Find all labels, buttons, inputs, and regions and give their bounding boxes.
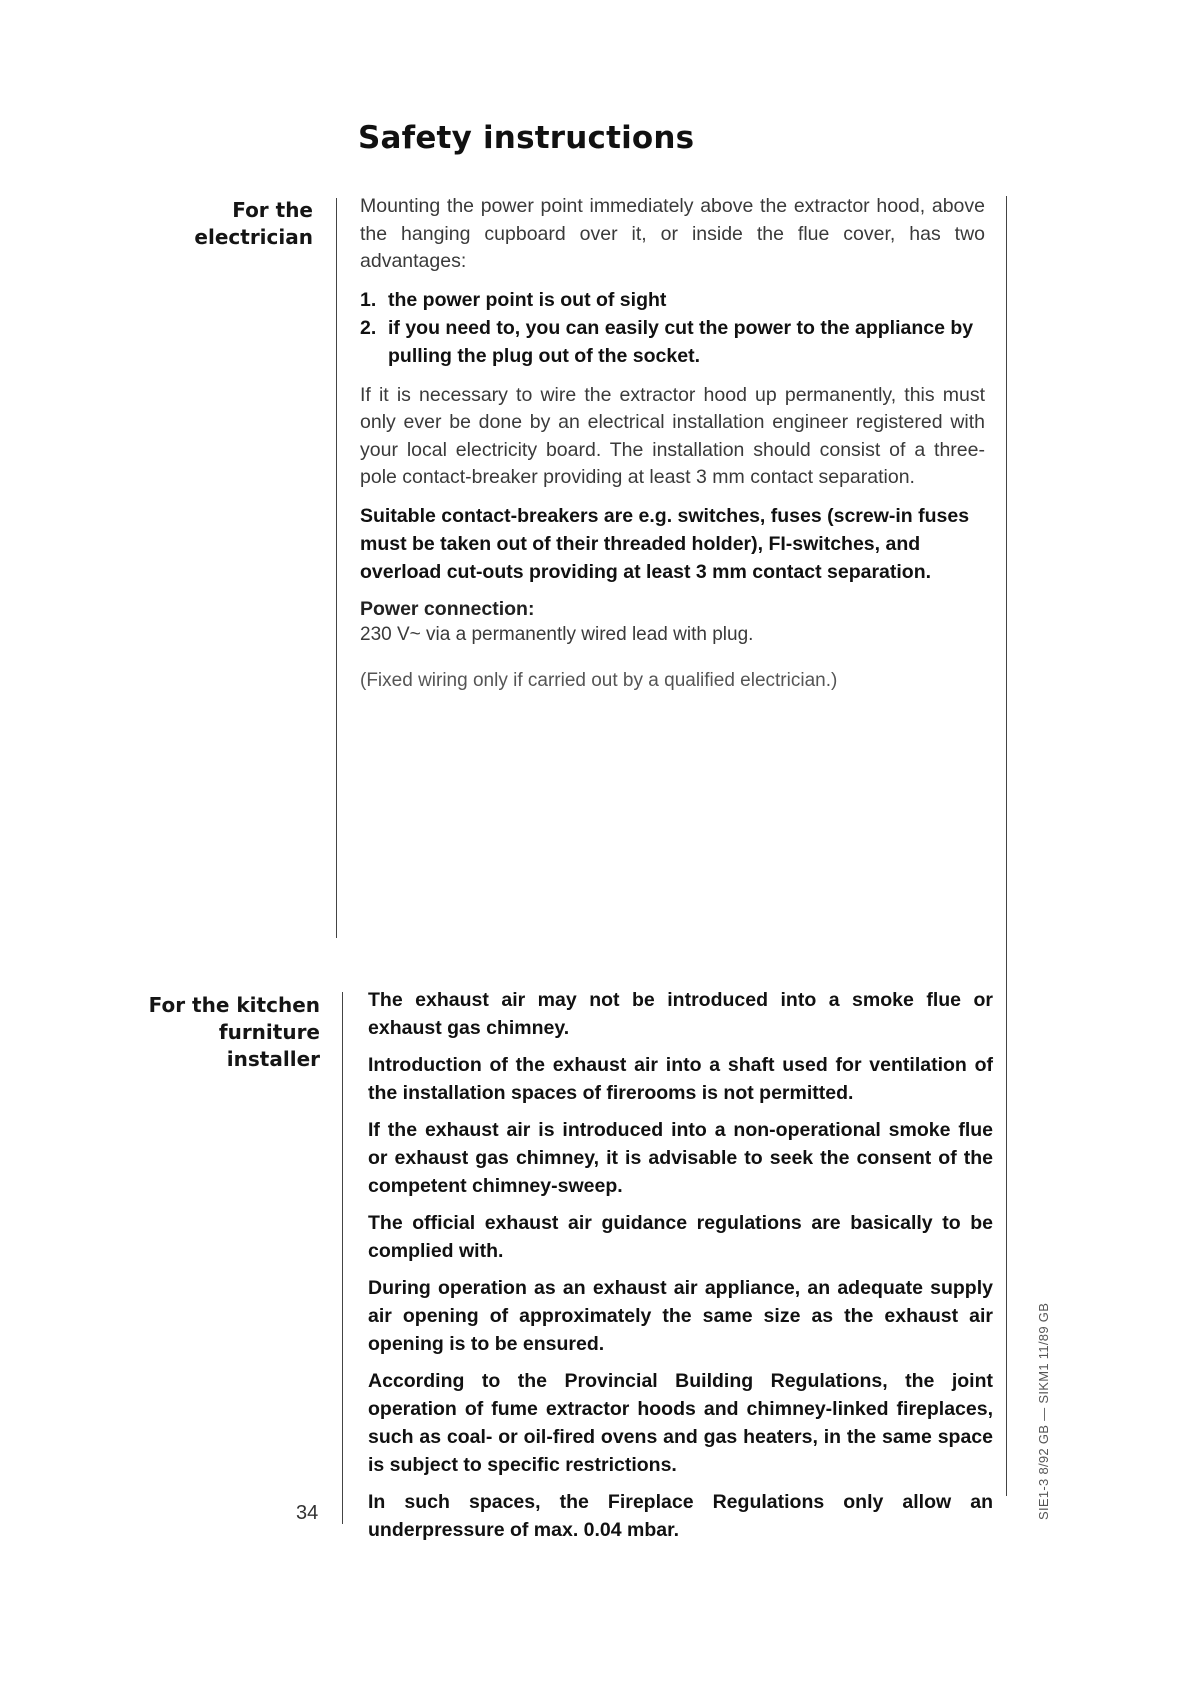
kitchen-paragraph: Introduction of the exhaust air into a shaft used for ventilation of the installation spaces of firerooms is not permitted.: [368, 1054, 993, 1104]
advantages-list: [360, 286, 985, 370]
kitchen-content: [368, 986, 993, 1553]
heading-line: electrician: [194, 225, 313, 249]
power-connection-value: 230 V~ via a permanently wired lead with plug.: [360, 623, 754, 645]
kitchen-paragraph: If the exhaust air is introduced into a non-operational smoke flue or exhaust gas chimney, it is advisable to seek the consent of the competent chimney-sweep.: [368, 1119, 993, 1197]
page-title: Safety instructions: [358, 120, 695, 156]
intro-paragraph: Mounting the power point immediately above the extractor hood, above the hanging cupboard over it, or inside the flue cover, has two advantages:: [360, 195, 985, 272]
left-divider-kitchen: [342, 992, 343, 1524]
power-connection-label: Power connection:: [360, 597, 535, 620]
kitchen-paragraph: During operation as an exhaust air appliance, an adequate supply air opening of approximately the same size as the exhaust air opening is to be ensured.: [368, 1277, 993, 1355]
kitchen-paragraph: In such spaces, the Fireplace Regulations only allow an underpressure of max. 0.04 mbar.: [368, 1491, 993, 1541]
kitchen-paragraph: The exhaust air may not be introduced into a smoke flue or exhaust gas chimney.: [368, 989, 993, 1039]
page-number: 34: [296, 1502, 319, 1524]
list-item: 1. the power point is out of sight: [360, 288, 667, 311]
heading-line: For the: [232, 198, 313, 222]
left-divider-electrician: [336, 198, 337, 938]
section-heading-kitchen: [120, 992, 320, 1073]
list-item: 2. if you need to, you can easily cut the power to the appliance by pulling the plug out of the socket.: [360, 316, 974, 367]
document-code: SIE1-3 8/92 GB — SIKM1 11/89 GB: [1036, 1302, 1051, 1520]
kitchen-paragraph: The official exhaust air guidance regulations are basically to be complied with.: [368, 1212, 993, 1262]
heading-line: installer: [226, 1047, 320, 1071]
right-divider: [1006, 196, 1007, 1496]
fixed-wiring-note: (Fixed wiring only if carried out by a qualified electrician.): [360, 669, 838, 691]
electrician-content: [360, 193, 985, 692]
wiring-paragraph: If it is necessary to wire the extractor hood up permanently, this must only ever be done by an electrical installation engineer registered with your local electricity board. The installation should consist of a three-pole contact-breaker providing at least 3 mm contact separation.: [360, 383, 985, 488]
kitchen-paragraph: According to the Provincial Building Regulations, the joint operation of fume extractor hoods and chimney-linked fireplaces, such as coal- or oil-fired ovens and gas heaters, in the same space is subject to specific restrictions.: [368, 1370, 993, 1476]
breakers-paragraph: Suitable contact-breakers are e.g. switches, fuses (screw-in fuses must be taken out of their threaded holder), FI-switches, and overload cut-outs providing at least 3 mm contact separation.: [360, 504, 970, 583]
section-heading-electrician: [150, 197, 313, 251]
heading-line: furniture: [218, 1020, 320, 1044]
heading-line: For the kitchen: [148, 993, 320, 1017]
